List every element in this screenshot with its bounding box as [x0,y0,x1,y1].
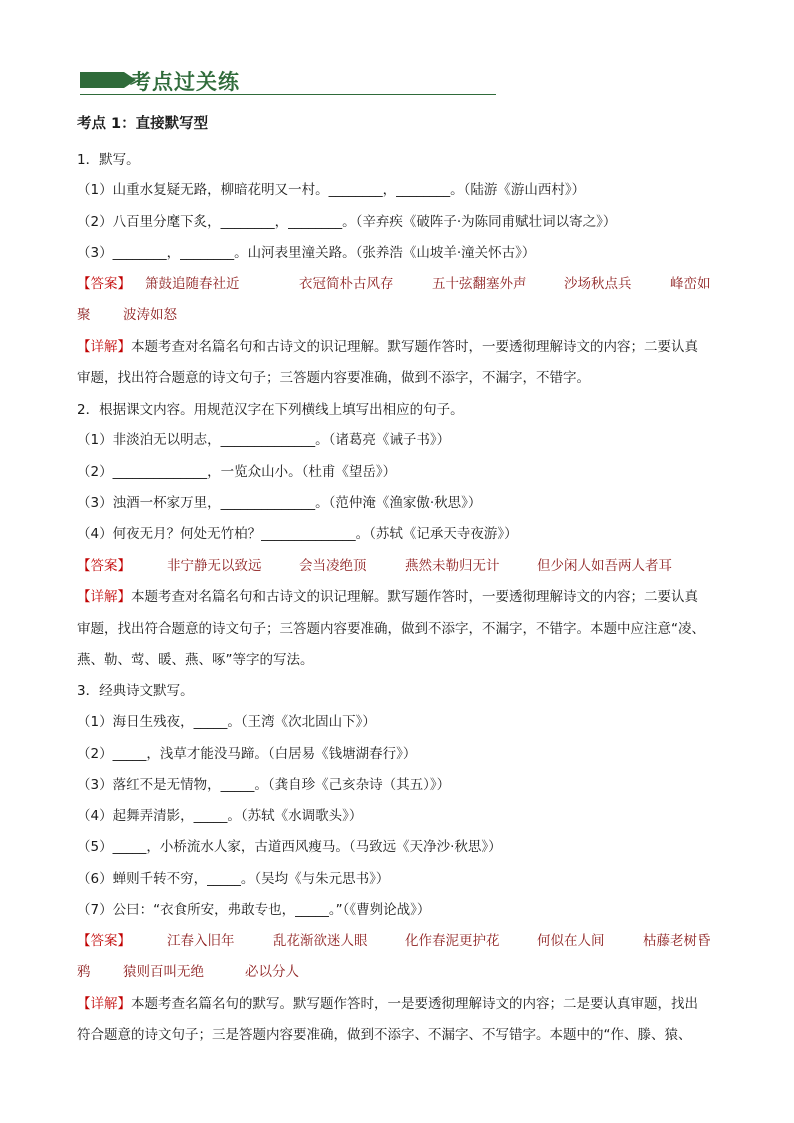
q1-detail-line1 [77,337,698,357]
section-header [80,66,496,96]
answer-item: 鸦 [77,964,91,980]
q3-detail-line2: 符合题意的诗文句子；三是答题内容要准确，做到不添字、不漏字、不写错字。本题中的“作、滕、猿、 [77,1027,692,1043]
q1-detail-line2: 审题，找出符合题意的诗文句子；三答题内容要准确，做到不添字，不漏字，不错字。 [77,370,590,386]
answer-tag: 【答案】 [77,558,131,574]
q2-item-4: （4）何夜无月？何处无竹柏？______________。（苏轼《记承天寺夜游》） [77,526,518,542]
q2-detail-line2: 审题，找出符合题意的诗文句子；三答题内容要准确，做到不添字，不漏字，不错字。本题中应注意“凌、 [77,621,705,637]
q1-item-1: （1）山重水复疑无路，柳暗花明又一村。________，________。（陆游《游山西村》） [77,182,586,198]
answer-item: 何似在人间 [537,933,605,949]
answer-item: 燕然未勒归无计 [405,558,500,574]
q3-detail-line1 [77,994,698,1014]
answer-tag: 【答案】 [77,933,131,949]
header-rule [80,94,496,95]
q1-answer-line1 [77,274,711,294]
answer-item: 非宁静无以致远 [167,558,262,574]
answer-item: 波涛如怒 [123,307,177,323]
answer-item: 猿则百叫无绝 [123,964,204,980]
q1-item-2: （2）八百里分麾下炙，________，________。（辛弃疾《破阵子·为陈同甫赋壮词以寄之》） [77,214,617,230]
q3-item-5: （5）_____，小桥流水人家，古道西风瘦马。（马致远《天净沙·秋思》） [77,839,502,855]
answer-item: 乱花渐欲迷人眼 [273,933,368,949]
detail-tag: 【详解】 [77,589,131,605]
header-title: 考点过关练 [130,70,240,94]
answer-item: 峰峦如 [670,276,711,292]
q3-item-1: （1）海日生残夜，_____。（王湾《次北固山下》） [77,714,376,730]
q3-item-6: （6）蝉则千转不穷，_____。（吴均《与朱元思书》） [77,871,390,887]
q1-item-3: （3）________，________。山河表里潼关路。（张养浩《山坡羊·潼关怀古》） [77,245,536,261]
answer-item: 必以分人 [245,964,299,980]
answer-item: 化作春泥更护花 [405,933,500,949]
q2-item-1: （1）非淡泊无以明志，______________。（诸葛亮《诫子书》） [77,432,451,448]
answer-item: 五十弦翻塞外声 [432,276,527,292]
q3-item-7: （7）公曰：“衣食所安，弗敢专也，_____。”（《曹刿论战》） [77,902,431,918]
q1-stem: 1．默写。 [77,152,140,168]
answer-item: 聚 [77,307,91,323]
q2-item-2: （2）______________，一览众山小。（杜甫《望岳》） [77,464,397,480]
q3-item-2: （2）_____，浅草才能没马蹄。（白居易《钱塘湖春行》） [77,746,417,762]
q3-item-3: （3）落红不是无情物，_____。（龚自珍《己亥杂诗（其五）》） [77,777,451,793]
q1-answer-line2 [77,305,177,325]
answer-item: 但少闲人如吾两人者耳 [537,558,672,574]
answer-item: 箫鼓追随春社近 [145,276,240,292]
q3-item-4: （4）起舞弄清影，_____。（苏轼《水调歌头》） [77,808,363,824]
answer-item: 衣冠简朴古风存 [299,276,394,292]
detail-tag: 【详解】 [77,996,131,1012]
answer-item: 枯藤老树昏 [643,933,711,949]
q2-stem: 2．根据课文内容。用规范汉字在下列横线上填写出相应的句子。 [77,402,464,418]
detail-text: 本题考查名篇名句的默写。默写题作答时，一是要透彻理解诗文的内容；二是要认真审题，找出 [131,996,698,1012]
section-title: 考点 1：直接默写型 [77,116,209,132]
header-bar-decoration [80,72,124,88]
q3-stem: 3．经典诗文默写。 [77,683,194,699]
answer-tag: 【答案】 [77,276,131,292]
q3-answer-line2 [77,962,299,982]
q2-detail-line3: 燕、勒、莺、暖、燕、啄”等字的写法。 [77,652,314,668]
detail-text: 本题考查对名篇名句和古诗文的识记理解。默写题作答时，一要透彻理解诗文的内容；二要认真 [131,339,698,355]
q2-detail-line1 [77,587,698,607]
q3-answer-line1 [77,931,711,951]
answer-item: 沙场秋点兵 [564,276,632,292]
answer-item: 江春入旧年 [167,933,235,949]
q2-item-3: （3）浊酒一杯家万里，______________。（范仲淹《渔家傲·秋思》） [77,495,482,511]
answer-item: 会当凌绝顶 [299,558,367,574]
q2-answer-line [77,556,672,576]
detail-tag: 【详解】 [77,339,131,355]
detail-text: 本题考查对名篇名句和古诗文的识记理解。默写题作答时，一要透彻理解诗文的内容；二要认真 [131,589,698,605]
